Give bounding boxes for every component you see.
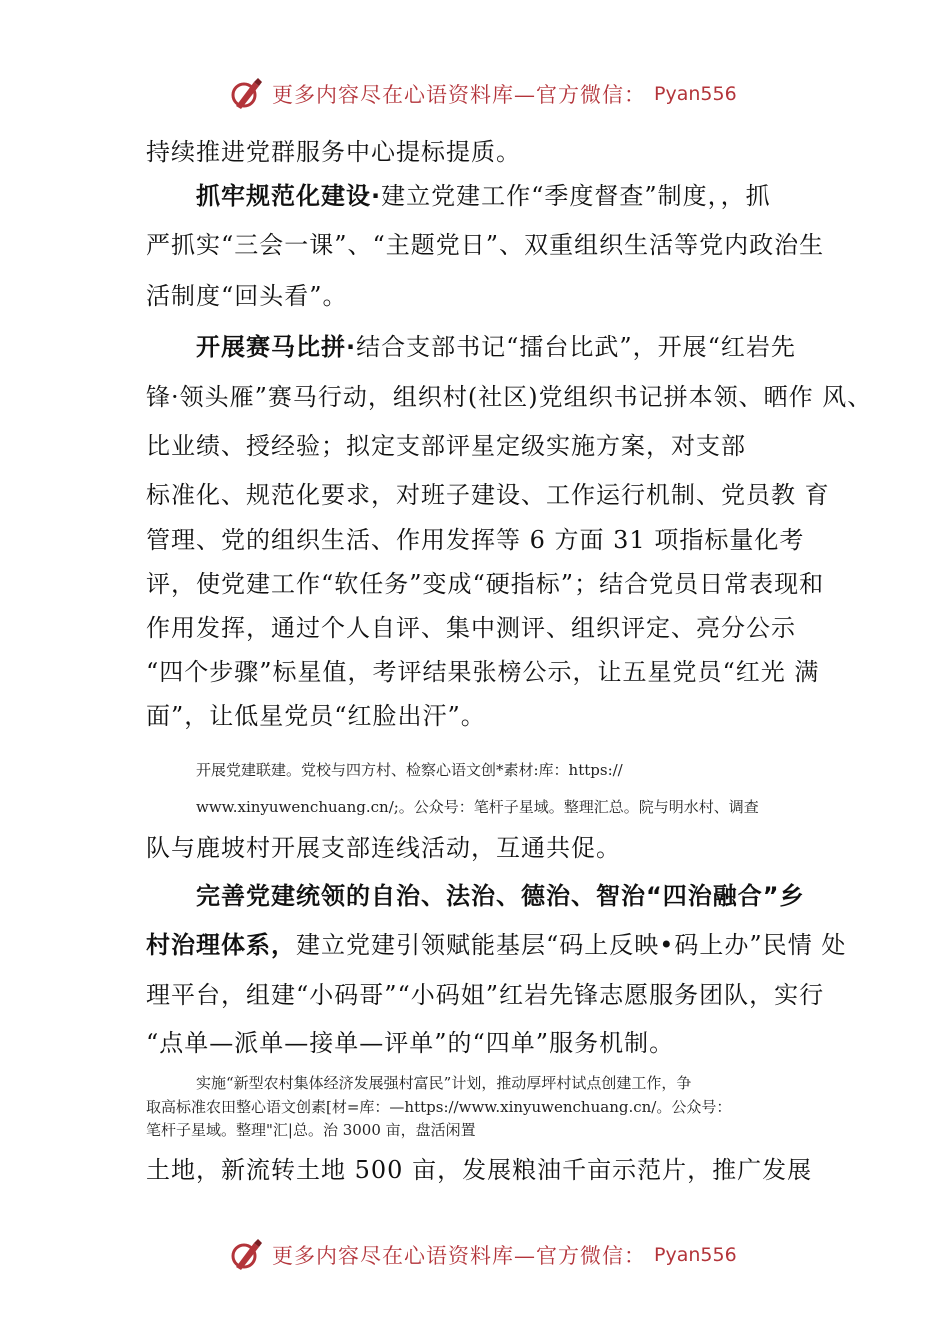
- body-line-4: 活制度“回头看”。: [146, 282, 348, 310]
- small-text-line: 笔杆子星域。整理"汇|总。治 3000 亩，盘活闲置: [146, 1121, 476, 1139]
- body-line-8: 标准化、规范化要求，对班子建设、工作运行机制、党员教 育: [146, 481, 830, 509]
- body-line-16: 村治理体系，建立党建引领赋能基层“码上反映•码上办”民情 处: [146, 931, 847, 959]
- pen-logo-icon: [228, 1237, 264, 1273]
- body-line-3: 严抓实“三会一课”、“主题党日”、双重组织生活等党内政治生: [146, 231, 825, 259]
- body-line-18: “点单—派单—接单—评单”的“四单”服务机制。: [146, 1029, 675, 1057]
- small-text-line: 实施“新型农村集体经济发展强村富民”计划，推动厚坪村试点创建工作，争: [196, 1074, 692, 1092]
- banner-wechat: Pyan556: [654, 83, 737, 105]
- body-line-6: 锋·领头雁”赛马行动，组织村(社区)党组织书记拼本领、晒作 风、: [146, 383, 873, 411]
- body-line-7: 比业绩、授经验；拟定支部评星定级实施方案，对支部: [146, 432, 746, 460]
- footer-banner: [228, 1235, 737, 1275]
- body-line-12: “四个步骤”标星值，考评结果张榜公示，让五星党员“红光 满: [146, 658, 820, 686]
- body-line-1: 持续推进党群服务中心提标提质。: [146, 138, 521, 166]
- body-line-13: 面”，让低星党员“红脸出汗”。: [146, 702, 486, 730]
- body-line-14: 队与鹿坡村开展支部连线活动，互通共促。: [146, 834, 621, 862]
- body-line-10: 评，使党建工作“软任务”变成“硬指标”；结合党员日常表现和: [146, 570, 825, 598]
- body-line-11: 作用发挥，通过个人自评、集中测评、组织评定、亮分公示: [146, 614, 796, 642]
- small-text-line: 取高标准农田整心语文创素[材=库：—https://www.xinyuwenchuang.cn/。公众号：: [146, 1098, 732, 1116]
- body-line-9: 管理、党的组织生活、作用发挥等 6 方面 31 项指标量化考: [146, 526, 805, 554]
- pen-logo-icon: [228, 76, 264, 112]
- small-text-line: 开展党建联建。党校与四方村、检察心语文创*素材:库：https://: [196, 761, 623, 779]
- body-line-15: 完善党建统领的自治、法治、德治、智治“四治融合”乡: [196, 882, 805, 910]
- header-banner: [228, 74, 737, 114]
- small-text-line: www.xinyuwenchuang.cn/;。公众号：笔杆子星域。整理汇总。院与明水村、调查: [196, 798, 759, 816]
- banner-wechat: Pyan556: [654, 1244, 737, 1266]
- body-line-19: 土地，新流转土地 500 亩，发展粮油千亩示范片，推广发展: [146, 1156, 813, 1184]
- banner-text: 更多内容尽在心语资料库—官方微信：: [272, 1244, 646, 1268]
- body-line-5: 开展赛马比拼·结合支部书记“擂台比武”，开展“红岩先: [196, 333, 796, 361]
- body-line-17: 理平台，组建“小码哥”“小码姐”红岩先锋志愿服务团队，实行: [146, 981, 825, 1009]
- body-line-2: 抓牢规范化建设·建立党建工作“季度督查”制度，，抓: [196, 182, 771, 210]
- banner-text: 更多内容尽在心语资料库—官方微信：: [272, 83, 646, 107]
